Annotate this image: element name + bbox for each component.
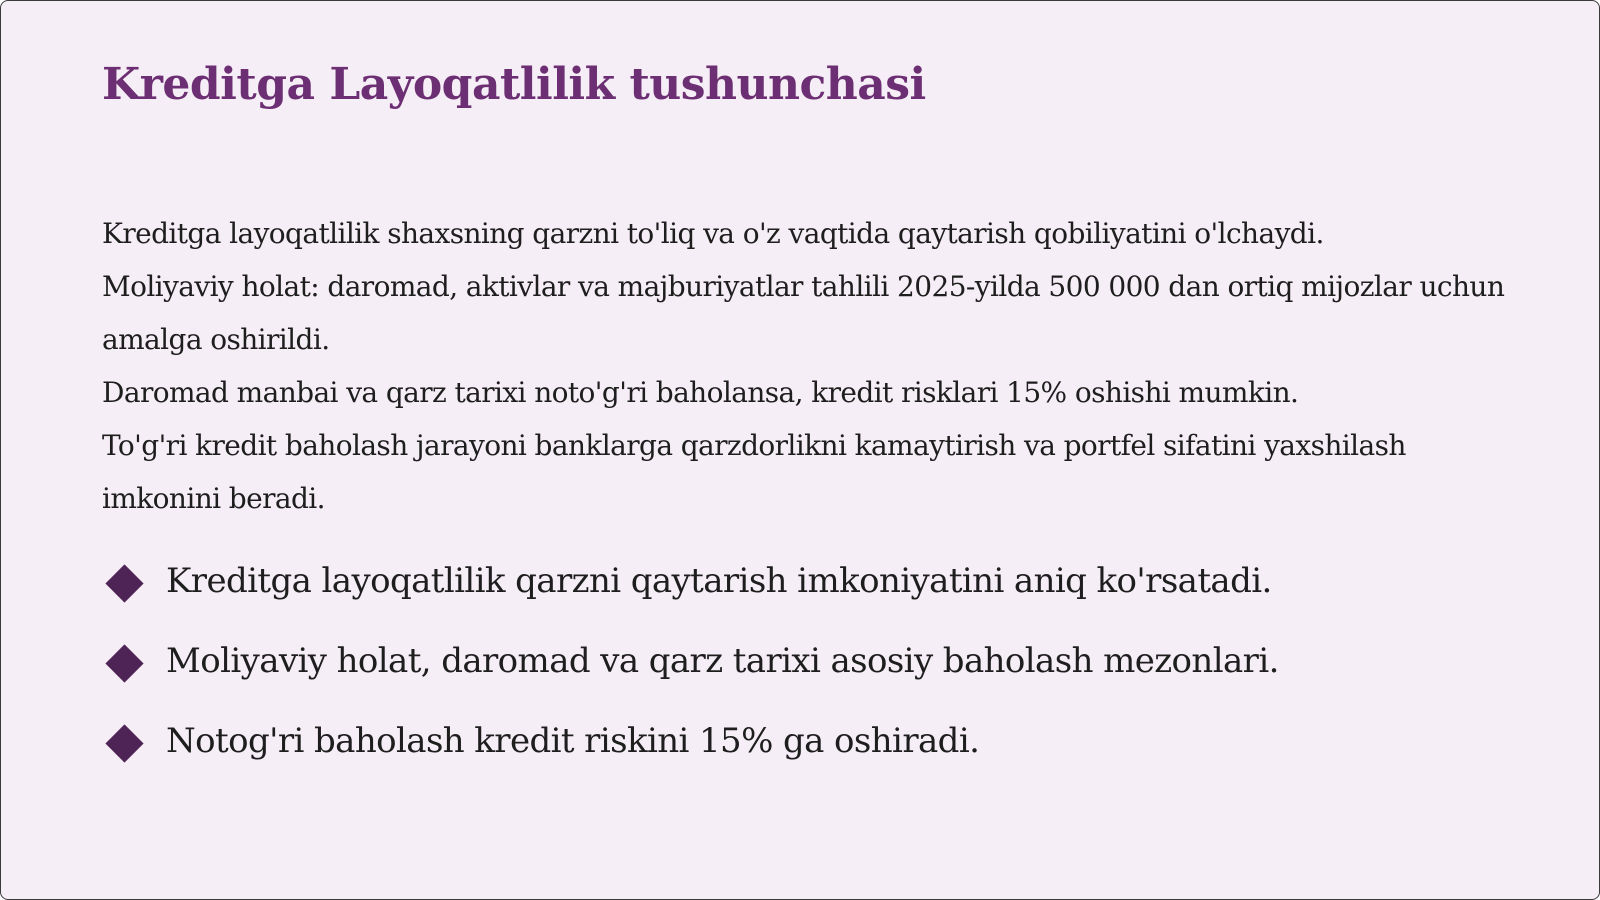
diamond-icon (105, 564, 143, 602)
paragraph: Moliyaviy holat: daromad, aktivlar va majburiyatlar tahlili 2025-yilda 500 000 dan ortiq mijozlar uchun amalga oshirildi. (102, 270, 1505, 356)
paragraph: To'g'ri kredit baholash jarayoni banklarga qarzdorlikni kamaytirish va portfel sifatini yaxshilash imkonini beradi. (102, 429, 1406, 515)
bullet-list (102, 563, 1279, 803)
diamond-icon (105, 644, 143, 682)
bullet-item (102, 563, 1279, 643)
body-text (102, 207, 1512, 525)
slide-title: Kreditga Layoqatlilik tushunchasi (102, 59, 926, 110)
diamond-icon (105, 724, 143, 762)
bullet-text: Notog'ri baholash kredit riskini 15% ga oshiradi. (166, 721, 980, 761)
bullet-text: Moliyaviy holat, daromad va qarz tarixi asosiy baholash mezonlari. (166, 641, 1279, 681)
bullet-text: Kreditga layoqatlilik qarzni qaytarish imkoniyatini aniq ko'rsatadi. (166, 561, 1272, 601)
bullet-item (102, 723, 1279, 803)
paragraph: Daromad manbai va qarz tarixi noto'g'ri baholansa, kredit risklari 15% oshishi mumkin. (102, 376, 1299, 409)
paragraph: Kreditga layoqatlilik shaxsning qarzni to'liq va o'z vaqtida qaytarish qobiliyatini o'lchaydi. (102, 217, 1324, 250)
bullet-item (102, 643, 1279, 723)
